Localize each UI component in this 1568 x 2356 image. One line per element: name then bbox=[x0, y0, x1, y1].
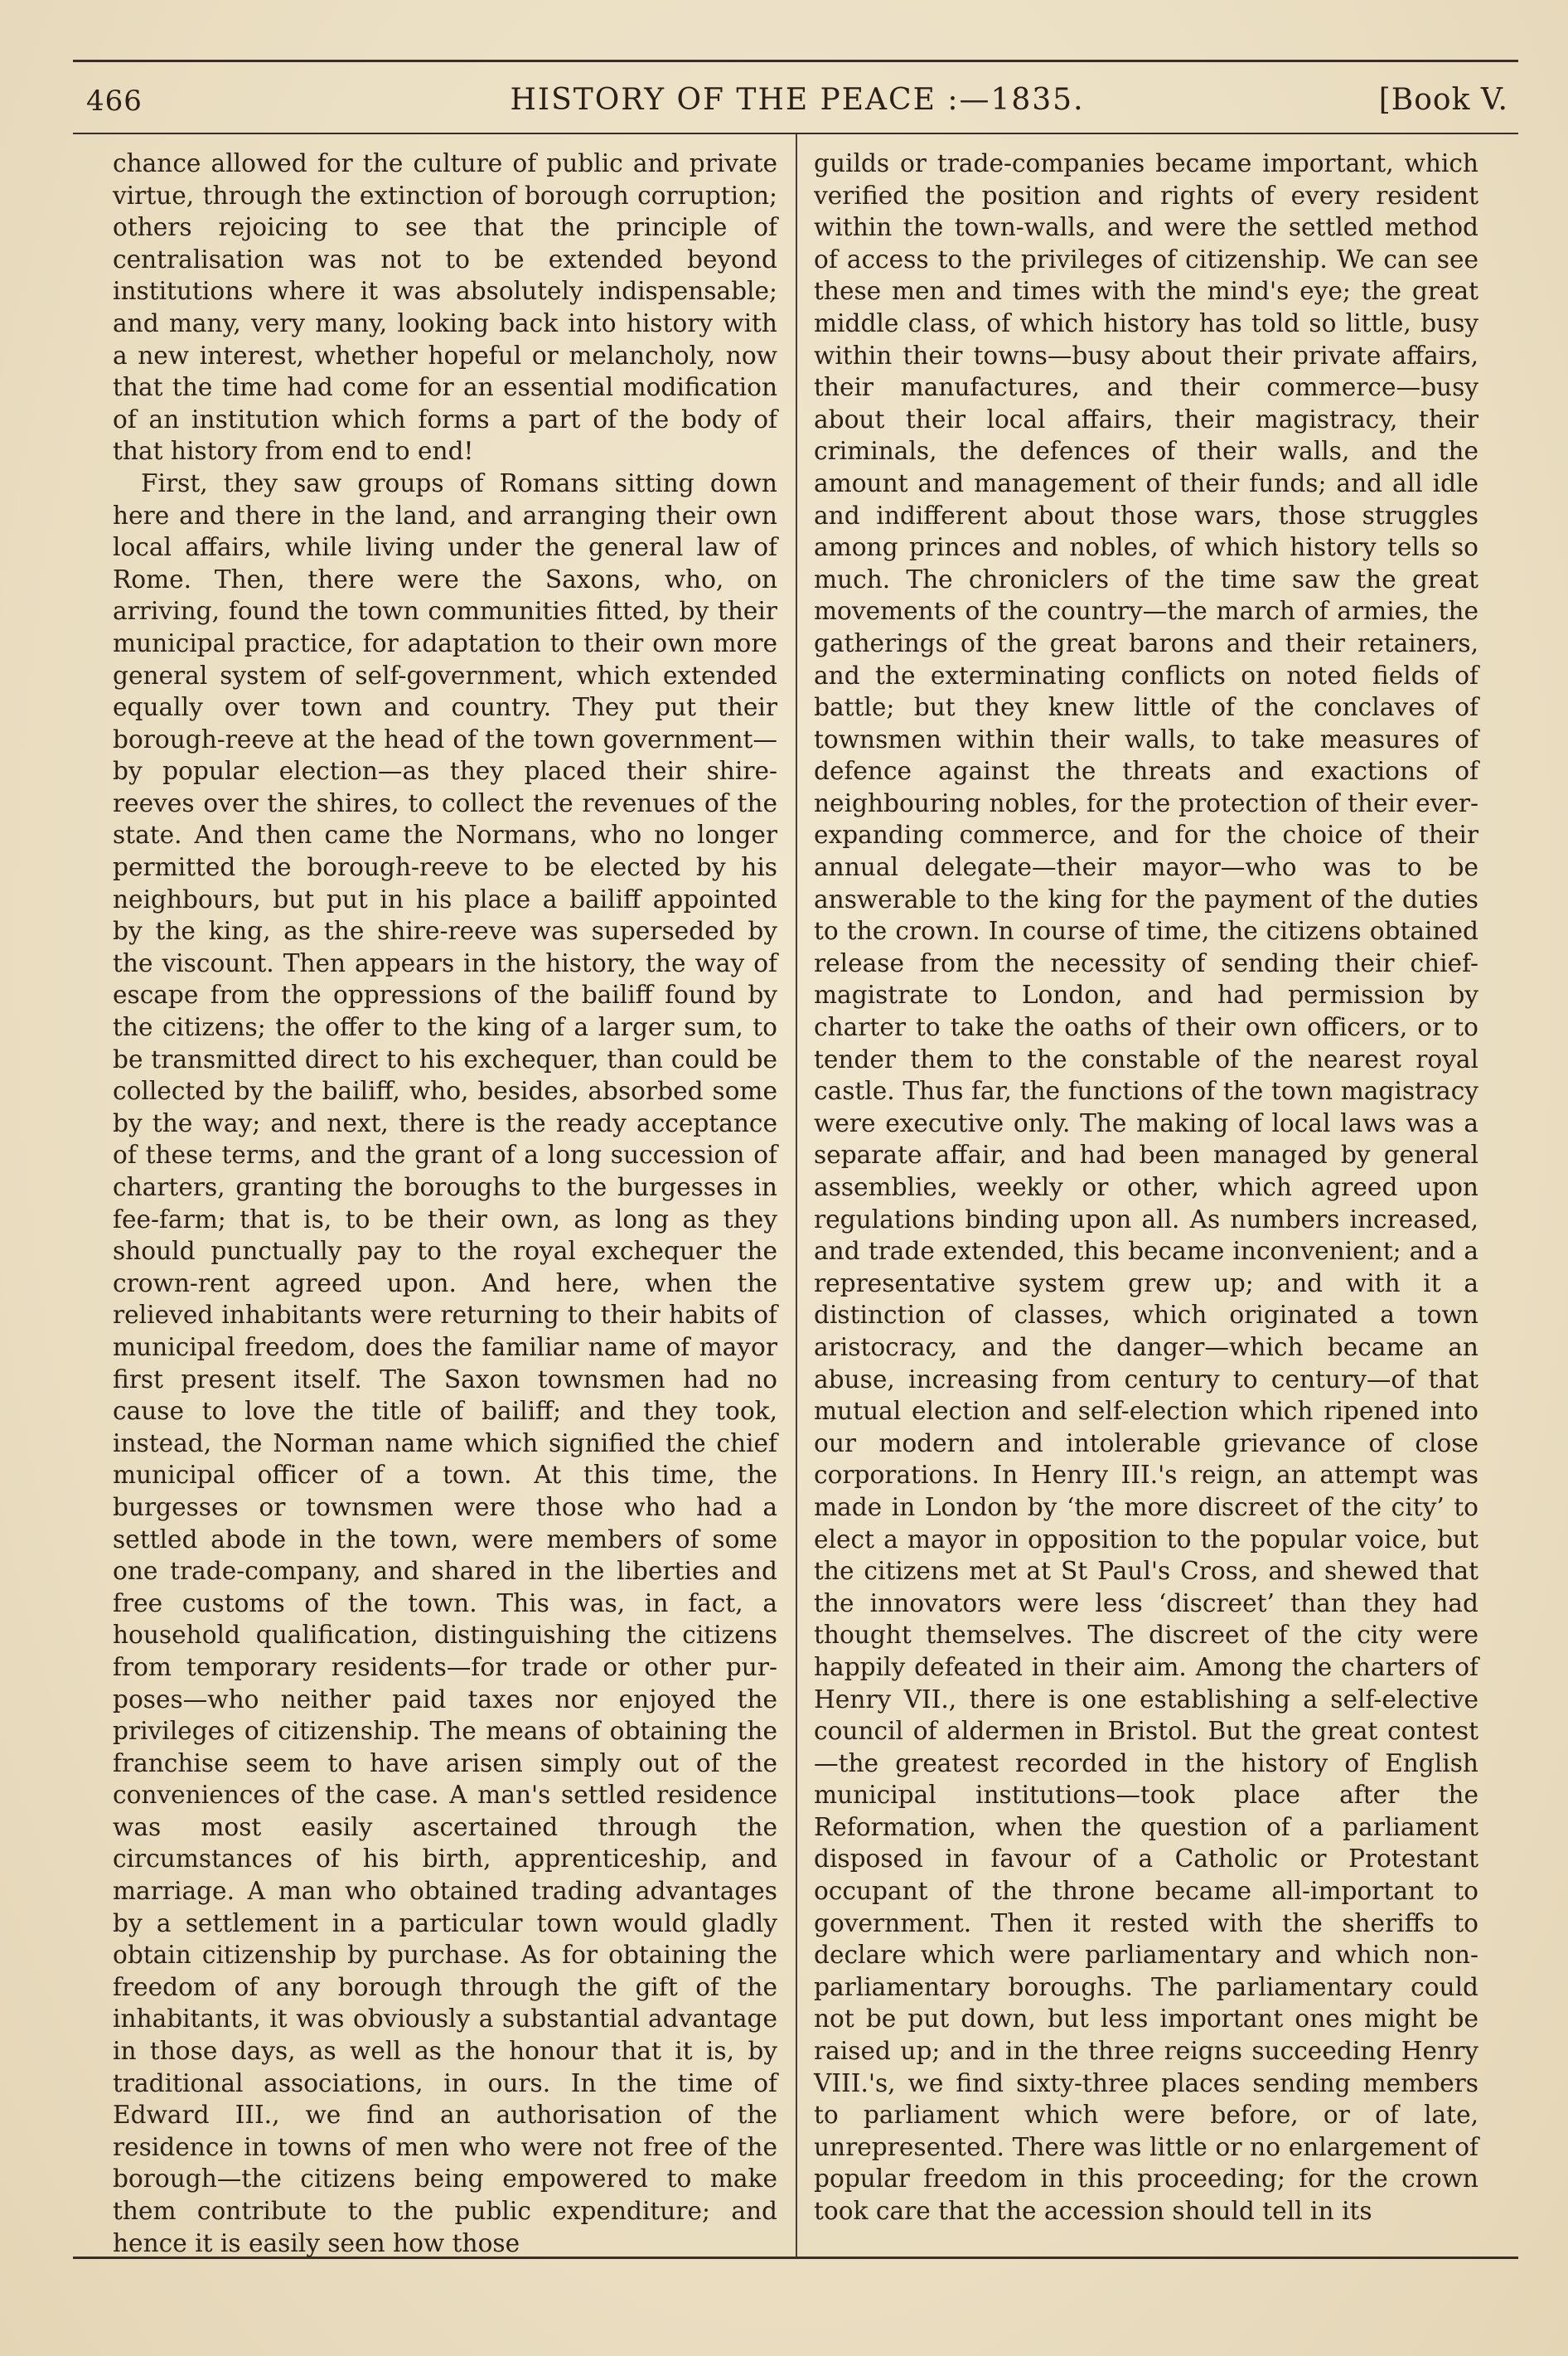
right-paragraph-1: guilds or trade-companies became important, which verified the position and rights of every resident within the town-walls, and were the settled method of access to the privileges of citizenship. We can see these men and times with the mind's eye; the great middle class, of which history has told so little, busy within their towns—busy about their private affairs, their manufactures, and their commerce—busy about their local affairs, their magistracy, their criminals, the defences of their walls, and the amount and management of their funds; and all idle and indifferent about those wars, those struggles among princes and nobles, of which history tells so much. The chroniclers of the time saw the great movements of the country—the march of armies, the gatherings of the great barons and their retainers, and the exterminating conflicts on noted fields of battle; but they knew little of the conclaves of townsmen within their walls, to take measures of defence against the threats and exactions of neighbouring nobles, for the protection of their ever-expanding commerce, and for the choice of their annual delegate—their mayor—who was to be answerable to the king for the payment of the duties to the crown. In course of time, the citizens obtained release from the necessity of sending their chief-magistrate to London, and had permission by charter to take the oaths of their own officers, or to tender them to the constable of the nearest royal castle. Thus far, the functions of the town magistracy were executive only. The making of local laws was a separate affair, and had been managed by general assemblies, weekly or other, which agreed upon regulations binding upon all. As numbers increased, and trade extended, this became inconvenient; and a representative system grew up; and with it a distinction of classes, which originated a town aristocracy, and the danger—which became an abuse, increasing from century to century—of that mutual election and self-election which ripened into our modern and intolerable grievance of close corporations. In Henry III.'s reign, an attempt was made in London by ‘the more discreet of the city’ to elect a mayor in opposition to the popular voice, but the citizens met at St Paul's Cross, and shewed that the innovators were less ‘discreet’ than they had thought themselves. The discreet of the city were happily defeated in their aim. Among the charters of Henry VII., there is one establishing a self-elective council of aldermen in Bristol. But the great contest—the greatest recorded in the history of English municipal institutions—took place after the Reformation, when the question of a parliament disposed in favour of a Catholic or Protestant occupant of the throne became all-important to government. Then it rested with the sheriffs to declare which were parliamentary and which non-parliamentary boroughs. The parliamentary could not be put down, but less important ones might be raised up; and in the three reigns succeeding Henry VIII.'s, we find sixty-three places sending members to parliament which were before, or of late, unrepresented. There was little or no enlargement of popular freedom in this proceeding; for the crown took care that the accession should tell in its bbox=[814, 149, 1478, 2225]
right-column bbox=[814, 148, 1478, 2228]
left-column bbox=[113, 148, 777, 2259]
left-paragraph-1: chance allowed for the culture of public and private virtue, through the extinction of borough corruption; others rejoicing to see that the principle of centralisation was not to be extended beyond institutions where it was absolutely indispensable; and many, very many, looking back into history with a new interest, whether hopeful or melancholy, now that the time had come for an essential modification of an institution which forms a part of the body of that history from end to end! bbox=[113, 149, 777, 466]
running-title: HISTORY OF THE PEACE :—1835. bbox=[510, 83, 1085, 117]
book-label: [Book V. bbox=[1378, 83, 1508, 117]
column-divider bbox=[796, 134, 797, 2257]
bottom-rule bbox=[73, 2257, 1518, 2259]
top-rule bbox=[73, 60, 1518, 62]
page-number: 466 bbox=[86, 85, 143, 118]
left-paragraph-2: First, they saw groups of Romans sitting down here and there in the land, and arranging their own local affairs, while living under the general law of Rome. Then, there were the Saxons, who, on arriving, found the town communities fitted, by their municipal practice, for adaptation to their own more general system of self-government, which extended equally over town and country. They put their borough-reeve at the head of the town government—by popular election—as they placed their shire-reeves over the shires, to collect the revenues of the state. And then came the Normans, who no longer permitted the borough-reeve to be elected by his neighbours, but put in his place a bailiff appointed by the king, as the shire-reeve was superseded by the viscount. Then appears in the history, the way of escape from the oppressions of the bailiff found by the citizens; the offer to the king of a larger sum, to be transmitted direct to his exchequer, than could be collected by the bailiff, who, besides, absorbed some by the way; and next, there is the ready acceptance of these terms, and the grant of a long succession of charters, granting the boroughs to the burgesses in fee-farm; that is, to be their own, as long as they should punctually pay to the royal exchequer the crown-rent agreed upon. And here, when the relieved inhabitants were returning to their habits of municipal freedom, does the familiar name of mayor first present itself. The Saxon townsmen had no cause to love the title of bailiff; and they took, instead, the Norman name which signified the chief municipal officer of a town. At this time, the burgesses or townsmen were those who had a settled abode in the town, were members of some one trade-company, and shared in the liberties and free customs of the town. This was, in fact, a household qualification, distinguishing the citizens from temporary residents—for trade or other purposes—who neither paid taxes nor enjoyed the privileges of citizenship. The means of obtaining the franchise seem to have arisen simply out of the conveniences of the case. A man's settled residence was most easily ascertained through the circumstances of his birth, apprenticeship, and marriage. A man who obtained trading advantages by a settlement in a particular town would gladly obtain citizenship by purchase. As for obtaining the freedom of any borough through the gift of the inhabitants, it was obviously a substantial advantage in those days, as well as the honour that it is, by traditional associations, in ours. In the time of Edward III., we find an authorisation of the residence in towns of men who were not free of the borough—the citizens being empowered to make them contribute to the public expenditure; and hence it is easily seen how those bbox=[113, 468, 777, 2257]
page-header bbox=[83, 80, 1512, 126]
